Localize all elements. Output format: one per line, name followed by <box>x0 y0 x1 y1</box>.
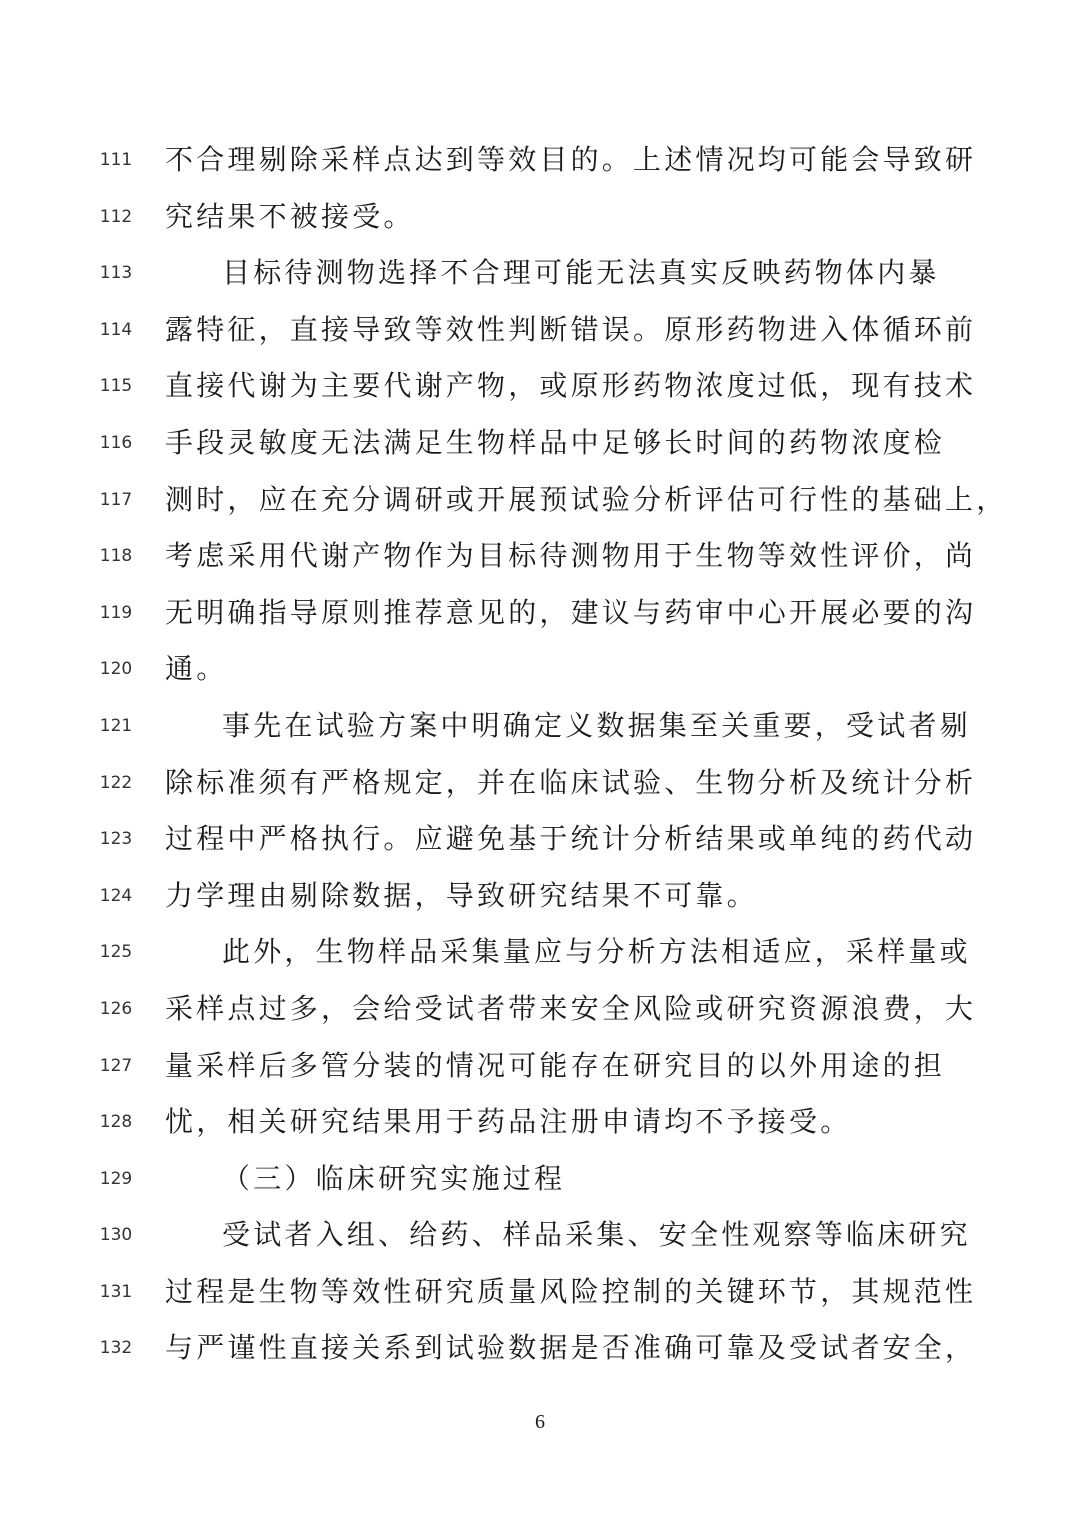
page-number: 6 <box>535 1411 545 1433</box>
line-number: 127 <box>99 1055 133 1076</box>
line-number: 122 <box>99 772 133 793</box>
line-number: 132 <box>99 1338 133 1359</box>
line-text: 测时，应在充分调研或开展预试验分析评估可行性的基础上， <box>165 482 1008 516</box>
line-number: 124 <box>99 885 133 906</box>
text-line <box>0 1320 1080 1377</box>
line-number: 130 <box>99 1225 133 1246</box>
line-number: 115 <box>99 376 133 397</box>
text-line <box>0 811 1080 868</box>
text-line <box>0 1094 1080 1151</box>
text-line <box>0 1038 1080 1095</box>
text-line <box>0 302 1080 359</box>
line-text: 量采样后多管分装的情况可能存在研究目的以外用途的担 <box>165 1048 946 1082</box>
text-line <box>0 472 1080 529</box>
line-text: 通。 <box>165 652 228 686</box>
text-line <box>0 755 1080 812</box>
line-number: 123 <box>99 829 133 850</box>
document-body <box>0 132 1080 1377</box>
text-line <box>0 189 1080 246</box>
text-line <box>0 1207 1080 1264</box>
text-line <box>0 924 1080 981</box>
line-text: 无明确指导原则推荐意见的，建议与药审中心开展必要的沟 <box>165 595 977 629</box>
text-line <box>0 981 1080 1038</box>
text-line <box>0 245 1080 302</box>
line-number: 120 <box>99 659 133 680</box>
line-number: 117 <box>99 489 133 510</box>
line-text: 此外，生物样品采集量应与分析方法相适应，采样量或 <box>222 935 971 969</box>
line-text: 受试者入组、给药、样品采集、安全性观察等临床研究 <box>222 1218 971 1252</box>
line-text: 过程是生物等效性研究质量风险控制的关键环节，其规范性 <box>165 1274 977 1308</box>
text-line <box>0 585 1080 642</box>
line-text: 直接代谢为主要代谢产物，或原形药物浓度过低，现有技术 <box>165 369 977 403</box>
line-number: 125 <box>99 942 133 963</box>
line-number: 131 <box>99 1281 133 1302</box>
text-line <box>0 1264 1080 1321</box>
line-text: 不合理剔除采样点达到等效目的。上述情况均可能会导致研 <box>165 143 977 176</box>
line-text: 考虑采用代谢产物作为目标待测物用于生物等效性评价，尚 <box>165 539 977 573</box>
text-line <box>0 1151 1080 1208</box>
line-number: 111 <box>99 150 133 170</box>
line-number: 113 <box>99 263 133 284</box>
text-line <box>0 528 1080 585</box>
text-line <box>0 641 1080 698</box>
line-text: 忧，相关研究结果用于药品注册申请均不予接受。 <box>165 1105 852 1139</box>
text-line <box>0 698 1080 755</box>
text-line <box>0 415 1080 472</box>
line-text: 与严谨性直接关系到试验数据是否准确可靠及受试者安全， <box>165 1331 977 1365</box>
line-text: （三）临床研究实施过程 <box>222 1161 566 1195</box>
line-number: 129 <box>99 1168 133 1189</box>
line-text: 过程中严格执行。应避免基于统计分析结果或单纯的药代动 <box>165 822 977 856</box>
line-number: 126 <box>99 998 133 1019</box>
line-text: 除标准须有严格规定，并在临床试验、生物分析及统计分析 <box>165 765 977 799</box>
line-text: 采样点过多，会给受试者带来安全风险或研究资源浪费，大 <box>165 991 977 1025</box>
line-text: 究结果不被接受。 <box>165 199 415 233</box>
text-line <box>0 132 1080 189</box>
line-text: 事先在试验方案中明确定义数据集至关重要，受试者剔 <box>222 708 971 742</box>
line-number: 121 <box>99 715 133 736</box>
line-number: 116 <box>99 432 133 453</box>
line-number: 112 <box>99 206 133 227</box>
text-line <box>0 868 1080 925</box>
line-number: 114 <box>99 319 133 340</box>
line-number: 128 <box>99 1112 133 1133</box>
line-text: 露特征，直接导致等效性判断错误。原形药物进入体循环前 <box>165 312 977 346</box>
text-line <box>0 358 1080 415</box>
line-number: 118 <box>99 546 133 567</box>
line-text: 手段灵敏度无法满足生物样品中足够长时间的药物浓度检 <box>165 425 946 459</box>
line-text: 力学理由剔除数据，导致研究结果不可靠。 <box>165 878 758 912</box>
line-text: 目标待测物选择不合理可能无法真实反映药物体内暴 <box>222 256 940 290</box>
line-number: 119 <box>99 602 133 623</box>
